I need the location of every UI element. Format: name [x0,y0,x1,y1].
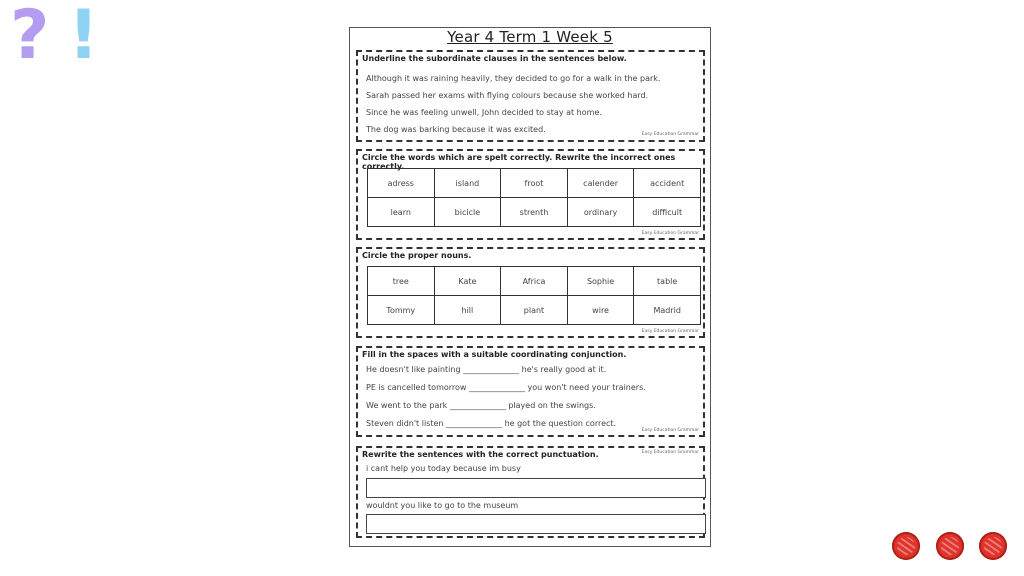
credit-text: Easy Education Grammar [641,428,699,433]
word-cell[interactable]: ordinary [567,198,634,227]
word-cell[interactable]: accident [634,169,701,198]
spelling-table [367,168,701,227]
red-dot-icon[interactable] [892,532,920,560]
word-cell[interactable]: Kate [434,267,501,296]
word-cell[interactable]: difficult [634,198,701,227]
answer-box[interactable] [366,514,706,534]
proper-nouns-table [367,266,701,325]
sentence: He doesn't like painting ______________ he's really good at it. [366,365,607,374]
word-cell[interactable]: strenth [501,198,568,227]
word-cell[interactable]: wire [567,296,634,325]
section-heading: Underline the subordinate clauses in the sentences below. [362,54,627,63]
word-cell[interactable]: plant [501,296,568,325]
table-row [368,169,701,198]
question-mark-icon: ? [10,0,50,75]
sentence: wouldnt you like to go to the museum [366,501,519,510]
credit-text: Easy Education Grammar [641,329,699,334]
section-conjunctions [356,346,705,437]
sentence: Since he was feeling unwell, John decided to stay at home. [366,108,602,117]
word-cell[interactable]: learn [368,198,435,227]
question-exclamation-logo [10,0,110,82]
word-cell[interactable]: Africa [501,267,568,296]
word-cell[interactable]: adress [368,169,435,198]
sentence: Although it was raining heavily, they decided to go for a walk in the park. [366,74,661,83]
section-heading: Fill in the spaces with a suitable coordinating conjunction. [362,350,627,359]
word-cell[interactable]: table [634,267,701,296]
sentence: Steven didn't listen ______________ he got the question correct. [366,419,617,428]
sentence: i cant help you today because im busy [366,464,521,473]
red-dot-icon[interactable] [979,532,1007,560]
word-cell[interactable]: Madrid [634,296,701,325]
section-proper-nouns [356,247,705,338]
word-cell[interactable]: tree [368,267,435,296]
word-cell[interactable]: Sophie [567,267,634,296]
table-row [368,296,701,325]
word-cell[interactable]: Tommy [368,296,435,325]
table-row [368,198,701,227]
answer-box[interactable] [366,478,706,498]
credit-text: Easy Education Grammar [641,450,699,455]
sentence: The dog was barking because it was excited. [366,125,546,134]
section-heading: Circle the words which are spelt correctly. Rewrite the incorrect ones correctly. [362,153,676,171]
word-cell[interactable]: bicicle [434,198,501,227]
section-punctuation [356,446,705,538]
word-cell[interactable]: island [434,169,501,198]
credit-text: Easy Education Grammar [641,231,699,236]
sentence: Sarah passed her exams with flying colours because she worked hard. [366,91,649,100]
exclamation-mark-icon: ! [68,0,100,75]
section-heading: Circle the proper nouns. [362,251,472,260]
worksheet [349,27,711,547]
section-heading: Rewrite the sentences with the correct punctuation. [362,450,599,459]
sentence: We went to the park ______________ played on the swings. [366,401,596,410]
sentence: PE is cancelled tomorrow ______________ you won't need your trainers. [366,383,646,392]
red-dot-icon[interactable] [936,532,964,560]
section-subordinate-clauses [356,50,705,142]
word-cell[interactable]: froot [501,169,568,198]
word-cell[interactable]: calender [567,169,634,198]
credit-text: Easy Education Grammar [641,132,699,137]
worksheet-title: Year 4 Term 1 Week 5 [447,28,613,46]
table-row [368,267,701,296]
word-cell[interactable]: hill [434,296,501,325]
section-spelling [356,149,705,240]
